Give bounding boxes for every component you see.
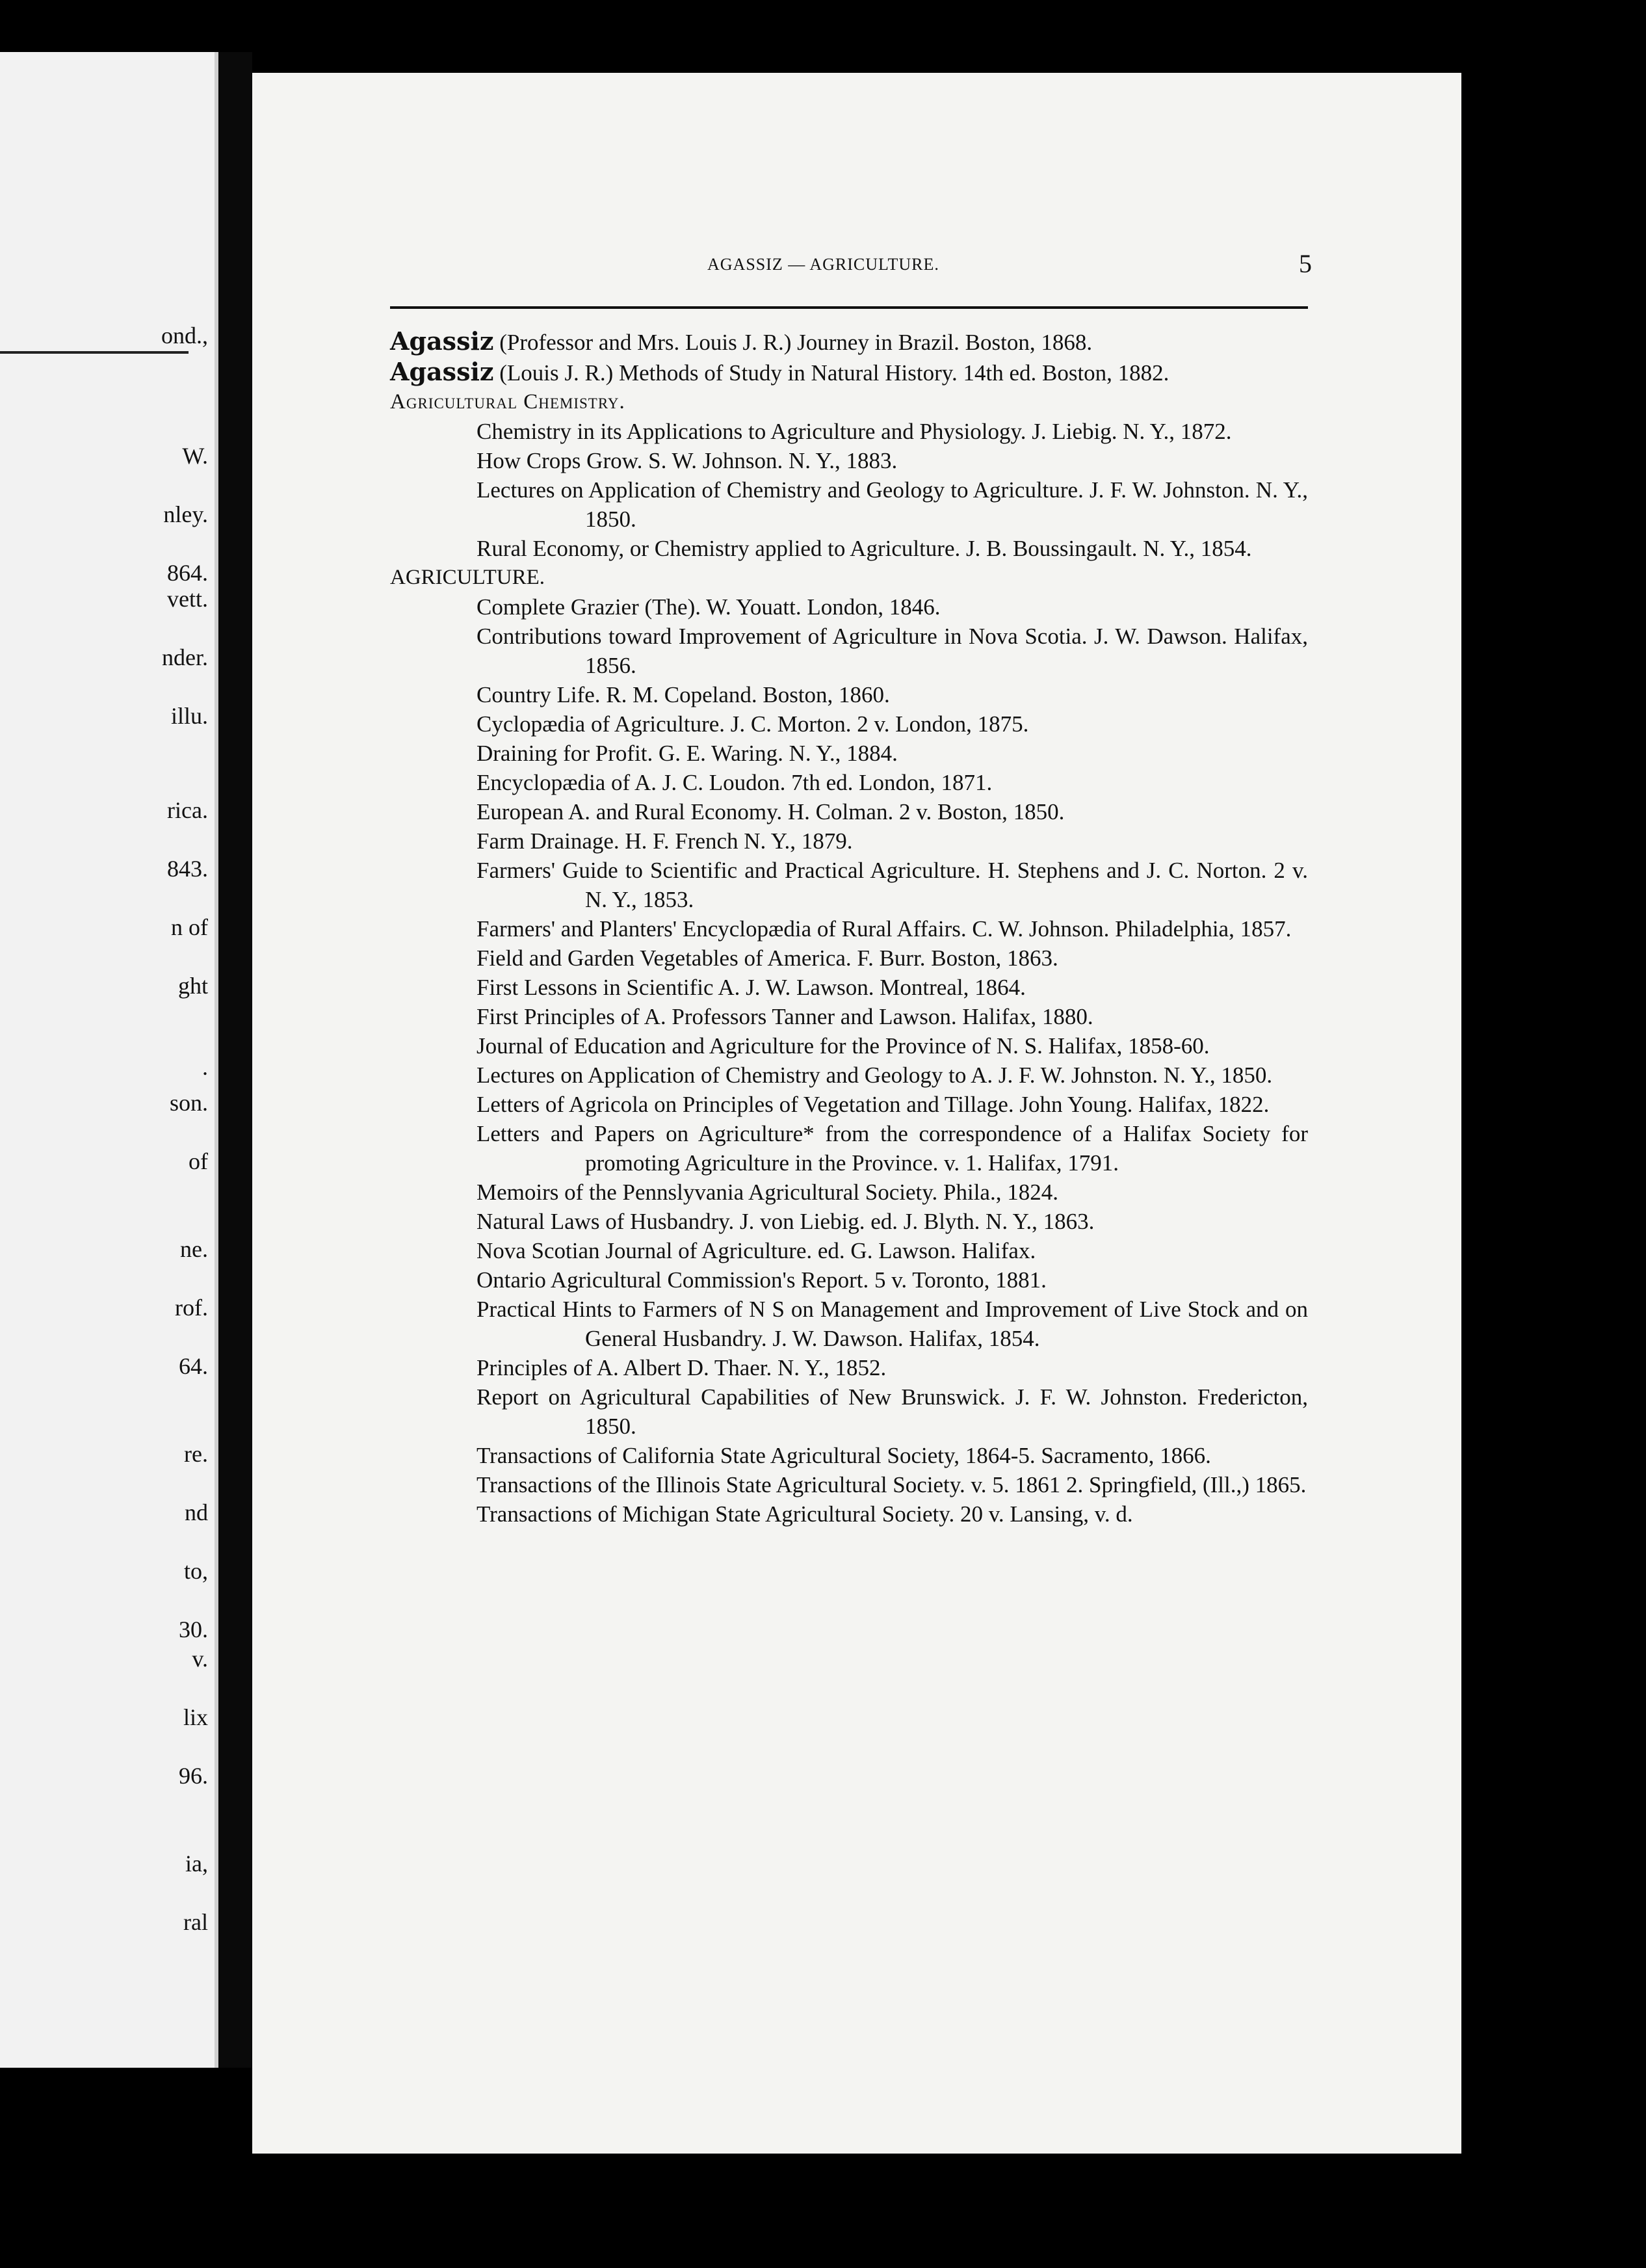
header-rule [390,306,1308,309]
bibliography-item: Farmers' and Planters' Encyclopædia of Rural Affairs. C. W. Johnson. Philadelphia, 1857. [477,916,1292,942]
bibliography-item: Nova Scotian Journal of Agriculture. ed. G. Lawson. Halifax. [477,1238,1036,1263]
facing-page-fragment: ia, [185,1851,208,1877]
bibliography-item: Contributions toward Improvement of Agriculture in Nova Scotia. J. W. Dawson. Halifax, 1856. [477,624,1308,678]
facing-page-fragment: 843. [167,856,208,882]
bibliography-item: First Lessons in Scientific A. J. W. Lawson. Montreal, 1864. [477,975,1026,1000]
facing-page-fragment: vett. [167,586,208,612]
bibliography-item: First Principles of A. Professors Tanner and Lawson. Halifax, 1880. [477,1004,1093,1029]
facing-page-fragment: ght [177,973,208,999]
bibliography-item: Chemistry in its Applications to Agriculture and Physiology. J. Liebig. N. Y., 1872. [477,419,1232,444]
page-number: 5 [1299,249,1312,278]
bibliography-item: Letters and Papers on Agriculture* from the correspondence of a Halifax Society for promoting Agriculture in the Province. v. 1. Halifax, 1791. [477,1121,1308,1176]
bibliography-item: Farm Drainage. H. F. French N. Y., 1879. [477,828,853,854]
bibliography-item: Rural Economy, or Chemistry applied to Agriculture. J. B. Boussingault. N. Y., 1854. [477,536,1252,561]
facing-page [0,52,218,2068]
facing-page-fragment: nder. [162,644,208,670]
author-entry [390,326,1308,357]
facing-page-fragment: 864. [167,560,208,586]
entry-text: (Louis J. R.) Methods of Study in Natural History. 14th ed. Boston, 1882. [493,360,1169,386]
facing-page-fragment: . [202,1054,208,1080]
facing-page-rule [0,351,189,354]
entry-heading: Agassiz [390,357,494,386]
facing-page-fragment: ral [183,1909,208,1935]
facing-page-fragment: n of [171,914,208,940]
facing-page-fragment: lix [183,1704,208,1730]
bibliography-item: Transactions of California State Agricultural Society, 1864-5. Sacramento, 1866. [477,1443,1211,1468]
bibliography-item: Letters of Agricola on Principles of Vegetation and Tillage. John Young. Halifax, 1822. [477,1092,1270,1117]
bibliography-item: Field and Garden Vegetables of America. F. Burr. Boston, 1863. [477,945,1058,971]
bibliography-item: Country Life. R. M. Copeland. Boston, 1860. [477,682,890,707]
author-entry [390,357,1308,388]
facing-page-fragment: nd [185,1499,208,1525]
facing-page-fragment: son. [169,1090,208,1116]
facing-page-fragment: W. [182,443,208,469]
facing-page-fragment: 96. [179,1763,208,1789]
section-heading: Agricultural Chemistry. [390,390,625,414]
bibliography-item: Memoirs of the Pennslyvania Agricultural Society. Phila., 1824. [477,1180,1058,1205]
facing-page-fragment: nley. [163,501,208,527]
bibliography-item: Ontario Agricultural Commission's Report. 5 v. Toronto, 1881. [477,1267,1047,1293]
bibliography-item: Cyclopædia of Agriculture. J. C. Morton. 2 v. London, 1875. [477,711,1029,737]
bibliography-list [390,326,1308,1529]
bibliography-item: Report on Agricultural Capabilities of New Brunswick. J. F. W. Johnston. Fredericton, 1850. [477,1384,1308,1439]
book-gutter [220,52,252,2068]
facing-page-fragment: illu. [170,703,208,729]
facing-page-fragment: re. [184,1441,208,1467]
bibliography-item: Natural Laws of Husbandry. J. von Liebig. ed. J. Blyth. N. Y., 1863. [477,1209,1095,1234]
facing-page-fragment: to, [183,1558,208,1584]
facing-page-fragment: 30. [179,1616,208,1642]
running-title: AGASSIZ — AGRICULTURE. [707,255,939,274]
bibliography-item: Lectures on Application of Chemistry and Geology to A. J. F. W. Johnston. N. Y., 1850. [477,1062,1273,1088]
bibliography-item: Complete Grazier (The). W. Youatt. London, 1846. [477,594,941,620]
facing-page-fragment: rof. [175,1295,208,1321]
facing-page-fragment: rica. [167,797,208,823]
bibliography-item: Principles of A. Albert D. Thaer. N. Y., 1852. [477,1355,887,1380]
facing-page-fragment: ne. [180,1236,208,1262]
entry-text: (Professor and Mrs. Louis J. R.) Journey in Brazil. Boston, 1868. [493,330,1093,355]
facing-page-fragment: 64. [179,1353,208,1379]
bibliography-item: Draining for Profit. G. E. Waring. N. Y., 1884. [477,741,898,766]
bibliography-item: Journal of Education and Agriculture for the Province of N. S. Halifax, 1858-60. [477,1033,1210,1059]
bibliography-item: Transactions of the Illinois State Agricultural Society. v. 5. 1861 2. Springfield, (Ill.,) 1865. [477,1472,1307,1497]
facing-page-fragment: v. [192,1646,208,1672]
bibliography-item: Encyclopædia of A. J. C. Loudon. 7th ed. London, 1871. [477,770,993,795]
bibliography-item: Practical Hints to Farmers of N S on Management and Improvement of Live Stock and on General Husbandry. J. W. Dawson. Halifax, 1854. [477,1297,1308,1351]
section-heading: AGRICULTURE. [390,566,545,589]
bibliography-item: Lectures on Application of Chemistry and Geology to Agriculture. J. F. W. Johnston. N. Y., 1850. [477,477,1308,532]
facing-page-fragment: ond., [161,323,208,349]
bibliography-item: European A. and Rural Economy. H. Colman. 2 v. Boston, 1850. [477,799,1065,824]
bibliography-item: Farmers' Guide to Scientific and Practical Agriculture. H. Stephens and J. C. Norton. 2 v. N. Y., 1853. [477,858,1308,912]
bibliography-item: How Crops Grow. S. W. Johnson. N. Y., 1883. [477,448,898,473]
book-page [252,73,1461,2154]
bibliography-item: Transactions of Michigan State Agricultural Society. 20 v. Lansing, v. d. [477,1501,1133,1527]
entry-heading: Agassiz [390,326,494,356]
facing-page-fragment: of [189,1148,208,1174]
